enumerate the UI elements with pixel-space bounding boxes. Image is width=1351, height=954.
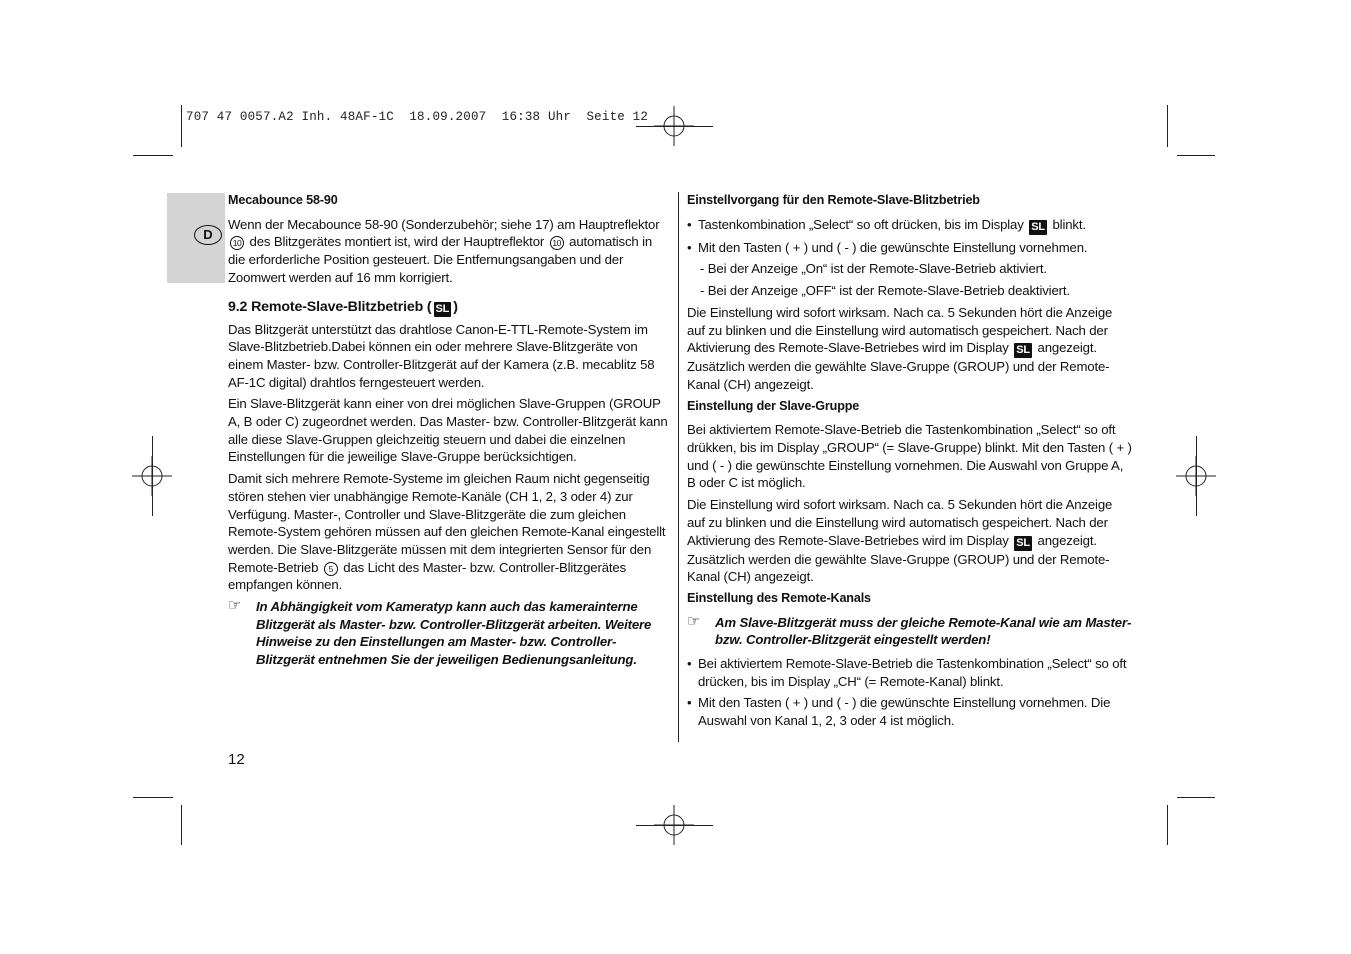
pointing-hand-icon: ☞: [687, 612, 701, 630]
text-segment: blinkt.: [1052, 216, 1086, 232]
reference-number: 10: [550, 236, 564, 250]
crop-mark: [181, 805, 182, 845]
crop-mark: [1167, 105, 1168, 147]
text-segment: automatisch in die erforderliche Position gesteuert. Die Entfernungsangaben und der Zoomwert werden auf 16 mm korrigiert.: [228, 234, 653, 285]
slave-mode-icon: SL: [1016, 536, 1030, 549]
setup-heading: Einstellvorgang für den Remote-Slave-Blitzbetrieb: [687, 193, 980, 207]
group-paragraph: Bei aktiviertem Remote-Slave-Betrieb die Tastenkombination „Select“ so oft drükken, bis im Display „GROUP“ (= Slave-Gruppe) blinkt. Mit den Tasten ( + ) und ( - ) die gewünschte Einstellung vornehmen. Die Auswahl von Gruppe A, B oder C ist möglich.: [687, 422, 1132, 491]
pointing-hand-icon: ☞: [228, 597, 242, 615]
slave-mode-icon: SL: [1016, 344, 1030, 357]
page-number: 12: [228, 751, 245, 768]
left-column: [228, 192, 670, 675]
group-paragraph: [687, 496, 1133, 586]
list-item: • Bei aktiviertem Remote-Slave-Betrieb die Tastenkombination „Select“ so oft drücken, bis im Display „CH“ (= Remote-Kanal) blinkt.: [687, 655, 1133, 690]
section-paragraph: Das Blitzgerät unterstützt das drahtlose Canon-E-TTL-Remote-System im Slave-Blitzbetrieb.Dabei können ein oder mehrere Slave-Blitzgeräte von einem Master- bzw. Controller-Blitzgerät auf der Kamera (z.B. mecablitz 58 AF-1C digital) drahtlos ferngesteuert werden.: [228, 321, 655, 390]
registration-mark-icon: [654, 805, 694, 845]
crop-mark: [1167, 805, 1168, 845]
column-divider: [678, 192, 679, 742]
channel-heading: Einstellung des Remote-Kanals: [687, 590, 871, 605]
setup-paragraph: [687, 304, 1133, 394]
language-badge: D: [194, 225, 222, 245]
text-segment: das Licht des Master- bzw. Controller-Blitzgerätes empfangen können.: [228, 559, 627, 593]
section-heading: [228, 299, 670, 317]
slave-mode-icon: SL: [435, 302, 450, 315]
list-item: • Mit den Tasten ( + ) und ( - ) die gewünschte Einstellung vornehmen. Die Auswahl von Kanal 1, 2, 3 oder 4 ist möglich.: [687, 694, 1133, 729]
registration-mark-icon: [654, 106, 694, 146]
list-item: [687, 216, 1133, 235]
sub-item: - Bei der Anzeige „OFF“ ist der Remote-Slave-Betrieb deaktiviert.: [700, 283, 1070, 299]
text-segment: Damit sich mehrere Remote-Systeme im gleichen Raum nicht gegenseitig stören stehen vier unabhängige Remote-Kanäle (CH 1, 2, 3 oder 4) zur Verfügung. Master-, Controller und Slave-Blitzgeräte die zum gleichen Remote-System gehören müssen auf den gleichen Remote-Kanal eingestellt werden. Die Slave-Blitzgeräte müssen mit dem integrierten Sensor für den Remote-Betrieb: [228, 471, 666, 575]
text-segment: Tastenkombination „Select“ so oft drücken, bis im Display: [698, 216, 1024, 232]
crop-mark: [1177, 797, 1215, 798]
crop-mark: [181, 105, 182, 147]
reference-number: 5: [324, 562, 338, 576]
heading-text: ): [453, 298, 458, 315]
note-text: In Abhängigkeit vom Kameratyp kann auch das kamerainterne Blitzgerät als Master- bzw. Controller-Blitzgerät arbeiten. Weitere Hinweise zu den Einstellungen am Master- bzw. Controller-Blitzgerät entnehmen Sie der jeweiligen Bedienungsanleitung.: [256, 599, 652, 668]
section-paragraph: Ein Slave-Blitzgerät kann einer von drei möglichen Slave-Gruppen (GROUP A, B oder C) zugeordnet werden. Das Master- bzw. Controller-Blitzgerät kann alle diese Slave-Gruppen gleichzeitig steuern und dabei die einzelnen Einstellungen für die jeweilige Slave-Gruppe berücksichtigen.: [228, 396, 668, 465]
slave-mode-icon: SL: [1031, 220, 1045, 233]
right-column: [687, 192, 1133, 734]
sub-item: - Bei der Anzeige „On“ ist der Remote-Slave-Betrieb aktiviert.: [700, 261, 1047, 277]
crop-mark: [1177, 155, 1215, 156]
text-segment: angezeigt. Zusätzlich werden die gewählte Slave-Gruppe (GROUP) und der Remote-Kanal (CH) angezeigt.: [687, 532, 1110, 585]
note: [687, 614, 1133, 649]
group-heading: Einstellung der Slave-Gruppe: [687, 398, 860, 413]
text-segment: angezeigt. Zusätzlich werden die gewählte Slave-Gruppe (GROUP) und der Remote-Kanal (CH) angezeigt.: [687, 340, 1110, 392]
mecabounce-heading: Mecabounce 58-90: [228, 193, 338, 207]
text-segment: Wenn der Mecabounce 58-90 (Sonderzubehör; siehe 17) am Hauptreflektor: [228, 216, 660, 232]
crop-mark: [133, 797, 173, 798]
reference-number: 10: [230, 236, 244, 250]
note: [228, 598, 670, 669]
note-text: Am Slave-Blitzgerät muss der gleiche Remote-Kanal wie am Master- bzw. Controller-Blitzgerät eingestellt werden!: [715, 614, 1132, 648]
crop-mark: [133, 155, 173, 156]
text-segment: des Blitzgerätes montiert ist, wird der Hauptreflektor: [249, 234, 545, 250]
section-paragraph: [228, 470, 670, 594]
text-segment: Die Einstellung wird sofort wirksam. Nach ca. 5 Sekunden hört die Anzeige auf zu blinken und die Einstellung wird automatisch gespeichert. Nach der Aktivierung des Remote-Slave-Betriebes wird im Display: [687, 304, 1113, 356]
crop-mark: [1196, 436, 1197, 516]
list-item: • Mit den Tasten ( + ) und ( - ) die gewünschte Einstellung vornehmen.: [687, 239, 1133, 257]
mecabounce-paragraph: [228, 216, 670, 287]
print-slug: 707 47 0057.A2 Inh. 48AF-1C 18.09.2007 16:38 Uhr Seite 12: [186, 110, 649, 124]
heading-text: 9.2 Remote-Slave-Blitzbetrieb (: [228, 298, 432, 315]
text-segment: Die Einstellung wird sofort wirksam. Nach ca. 5 Sekunden hört die Anzeige auf zu blinken und die Einstellung wird automatisch gespeichert. Nach der Aktivierung des Remote-Slave-Betriebes wird im Display: [687, 497, 1113, 548]
crop-mark: [152, 436, 153, 516]
